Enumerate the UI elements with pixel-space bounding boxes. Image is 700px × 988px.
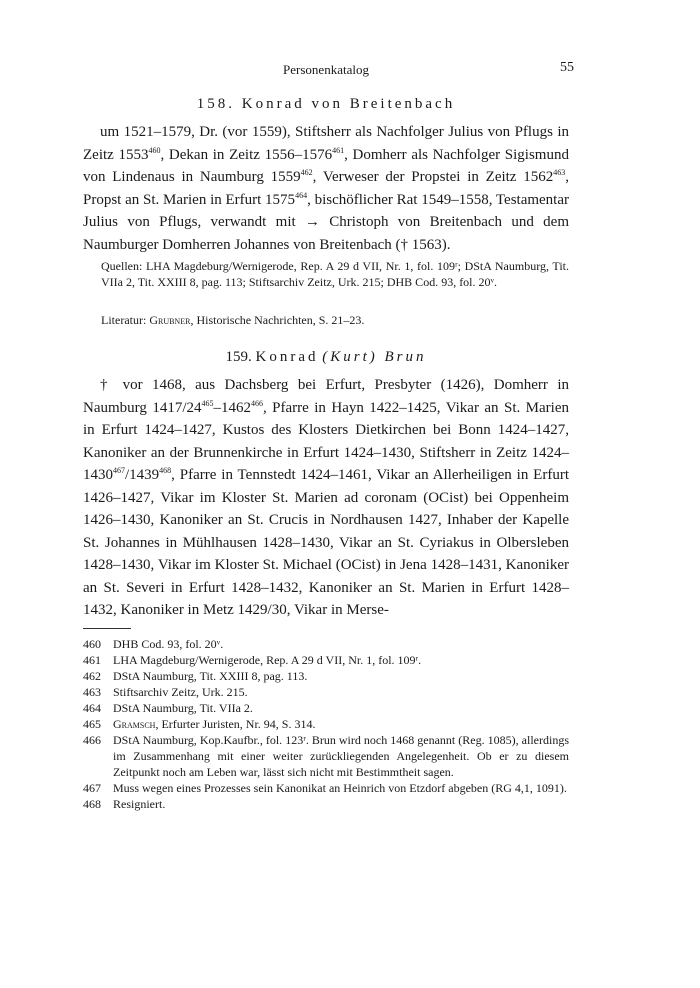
footnote-text: DStA Naumburg, Tit. XXIII 8, pag. 113. xyxy=(113,669,308,683)
footnote-item xyxy=(83,796,569,812)
entry-158-text: , bischöflicher Rat 1549–1558, Testamentar Julius von Pflugs, verwandt mit → Christoph von Breitenbach und dem Naumburger Domherren Johannes von Breitenbach († 1563). xyxy=(83,191,570,253)
footnote-number: 462 xyxy=(83,669,101,683)
footnote-number: 464 xyxy=(83,701,101,715)
footnote-item xyxy=(83,716,569,732)
entry-159-text: , Pfarre in Tennstedt 1424–1461, Vikar an Allerheiligen in Erfurt 1426–1427, Vikar im Kloster St. Marien ad coronam (OCist) bei Oppenheim 1426–1430, Kanoniker an St. Crucis in Nordhausen 1427, Inhaber der Kapelle St. Johannes in Mühlhausen 1428–1430, Vikar an St. Cyriakus in Olbersleben 1428–1430, Vikar im Kloster St. Michael (OCist) in Jena 1428–1431, Kanoniker an St. Severi in Erfurt 1428–1432, Kanoniker an St. Marien in Erfurt 1428–1432, Kanoniker in Metz 1429/30, Vikar in Merse- xyxy=(83,467,569,618)
footnote-text: LHA Magdeburg/Wernigerode, Rep. A 29 d VII, Nr. 1, fol. 109ʳ. xyxy=(113,653,422,667)
entry-158-text: , Dekan in Zeitz 1556–1576 xyxy=(160,146,333,163)
entry-159-number: 159. xyxy=(225,349,256,365)
footnote-ref-460[interactable]: 460 xyxy=(148,145,161,155)
footnote-ref-462[interactable]: 462 xyxy=(300,168,313,177)
entry-158-heading: 158. Konrad von Breitenbach xyxy=(196,96,456,112)
entry-159-name: Konrad xyxy=(255,349,319,365)
footnote-ref-468[interactable]: 468 xyxy=(159,466,172,475)
footnote-item xyxy=(83,684,569,700)
footnote-number: 465 xyxy=(83,717,101,731)
entry-158-text: , Propst an St. Marien in Erfurt 1575 xyxy=(83,169,569,208)
footnote-item xyxy=(83,732,569,780)
page-number: 55 xyxy=(560,60,574,75)
footnote-number: 463 xyxy=(83,685,101,699)
footnote-text: DStA Naumburg, Tit. VIIa 2. xyxy=(113,701,253,715)
entry-159-text: , Pfarre in Hayn 1422–1425, Vikar an St. Marien in Erfurt 1424–1427, Kustos des Klosters Dietkirchen bei Bonn 1424–1427, Kanoniker an der Brunnenkirche in Erfurt 1424–1430, Stiftsherr in Zeitz 1424–1430 xyxy=(83,399,570,483)
footnote-number: 466 xyxy=(83,733,101,747)
entry-159-text: –1462 xyxy=(213,399,251,416)
entry-158-text: , Domherr als Nachfolger Sigismund von Lindenaus in Naumburg 1559 xyxy=(83,146,569,185)
footnotes xyxy=(83,636,569,812)
footnote-text: Muss wegen eines Prozesses sein Kanonikat an Heinrich von Etzdorf abgeben (RG 4,1, 1091). xyxy=(113,781,567,795)
footnote-divider xyxy=(83,628,131,629)
footnote-number: 461 xyxy=(83,653,101,667)
entry-159-body xyxy=(83,374,569,622)
entry-158-literature xyxy=(101,312,569,328)
footnote-item xyxy=(83,636,569,652)
footnote-ref-467[interactable]: 467 xyxy=(113,466,125,475)
footnote-text xyxy=(113,716,569,732)
entry-159-text: † vor 1468, aus Dachsberg bei Erfurt, Presbyter (1426), Domherr in Naumburg 1417/24 xyxy=(83,377,569,416)
footnote-item xyxy=(83,700,569,716)
entry-158-body xyxy=(83,121,569,256)
entry-159-text: /1439 xyxy=(125,467,160,483)
footnote-item xyxy=(83,780,569,796)
footnote-ref-463[interactable]: 463 xyxy=(553,168,566,177)
footnote-text: DStA Naumburg, Kop.Kaufbr., fol. 123ʳ. Brun wird noch 1468 genannt (Reg. 1085), allerdings im Zusammenhang mit einer weiter zurückliegenden Angelegenheit. Ob er zu diesem Zeitpunkt noch am Leben war, lässt sich nicht mit Bestimmtheit sagen. xyxy=(113,733,569,779)
entry-158-text: um 1521–1579, Dr. (vor 1559), Stiftsherr als Nachfolger Julius von Pflugs in Zeitz 1553 xyxy=(83,124,569,163)
footnote-text: Stiftsarchiv Zeitz, Urk. 215. xyxy=(113,685,248,699)
footnote-ref-461[interactable]: 461 xyxy=(332,145,345,155)
footnote-text: Resigniert. xyxy=(113,797,166,811)
footnote-item xyxy=(83,668,569,684)
footnote-number: 468 xyxy=(83,797,101,811)
literature-label: Literatur: xyxy=(101,313,150,327)
entry-158-text: , Verweser der Propstei in Zeitz 1562 xyxy=(312,169,554,185)
literature-author: Grubner xyxy=(149,313,191,327)
running-title: Personenkatalog xyxy=(283,62,369,77)
entry-158-sources: Quellen: LHA Magdeburg/Wernigerode, Rep. A 29 d VII, Nr. 1, fol. 109ʳ; DStA Naumburg, Tit. VIIa 2, Tit. XXIII 8, pag. 113; Stiftsarchiv Zeitz, Urk. 215; DHB Cod. 93, fol. 20ᵛ. xyxy=(101,259,569,289)
footnote-text: DHB Cod. 93, fol. 20ᵛ. xyxy=(113,637,224,651)
footnote-ref-465[interactable]: 465 xyxy=(201,398,214,408)
literature-title: , Historische Nachrichten, S. 21–23. xyxy=(190,313,365,327)
footnote-item xyxy=(83,652,569,668)
footnote-rest: , Erfurter Juristen, Nr. 94, S. 314. xyxy=(155,717,316,731)
footnote-number: 460 xyxy=(83,637,101,651)
footnote-ref-464[interactable]: 464 xyxy=(295,190,308,200)
footnote-number: 467 xyxy=(83,781,101,795)
entry-159-name-italic: (Kurt) Brun xyxy=(322,349,427,365)
footnote-ref-466[interactable]: 466 xyxy=(251,398,263,408)
entry-159-heading xyxy=(83,349,569,366)
footnote-author: Gramsch xyxy=(113,717,156,731)
